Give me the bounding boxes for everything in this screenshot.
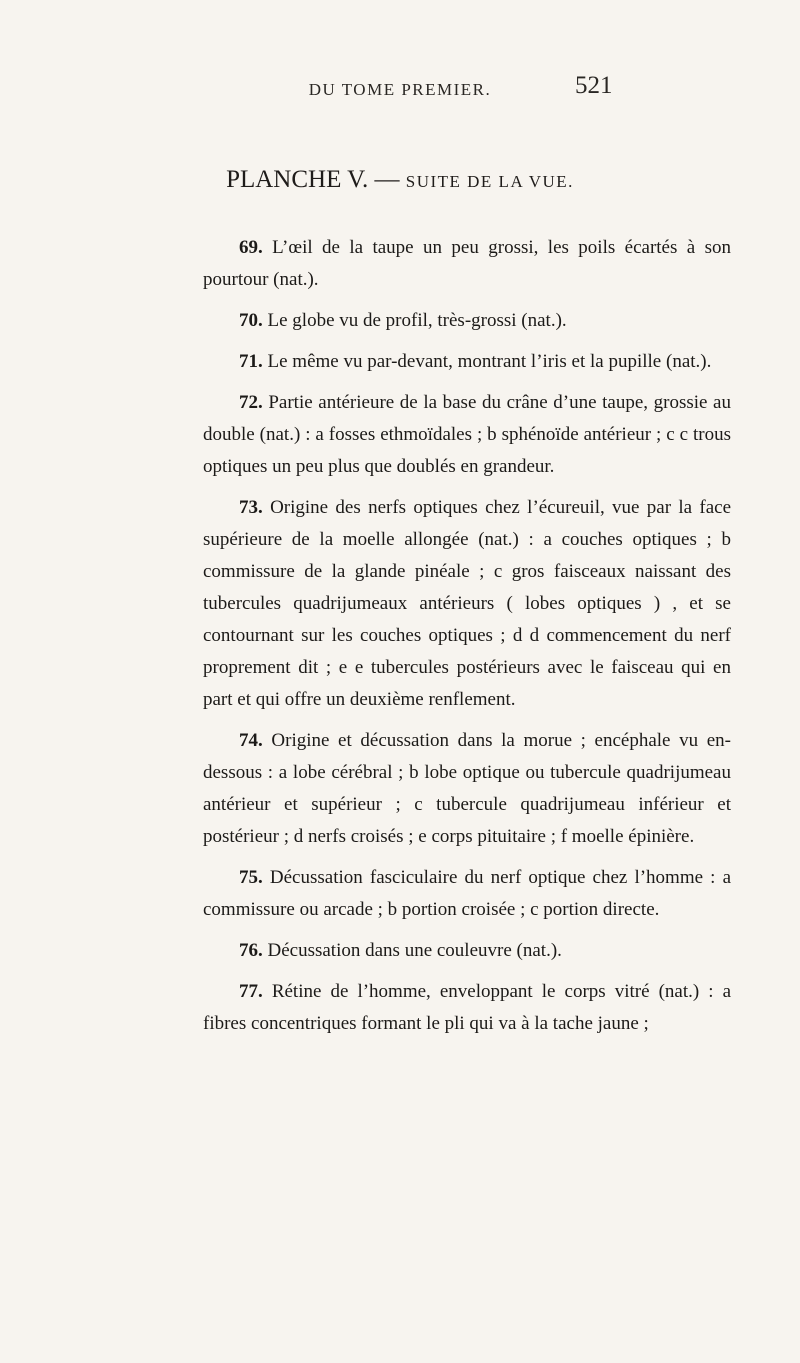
plate-subtitle: SUITE DE LA VUE. xyxy=(405,172,574,191)
entry-number: 69. xyxy=(239,237,263,258)
figure-entry xyxy=(203,492,731,716)
figure-entry xyxy=(203,725,731,853)
plate-title xyxy=(0,166,800,194)
figure-entry xyxy=(203,862,731,926)
entry-number: 73. xyxy=(239,497,263,518)
entry-number: 76. xyxy=(239,940,263,961)
entry-number: 71. xyxy=(239,351,263,372)
plate-title-main: PLANCHE V. xyxy=(226,166,369,193)
entry-number: 70. xyxy=(239,310,263,331)
entry-text: Rétine de l’homme, enveloppant le corps vitré (nat.) : a fibres concentriques formant le pli qui va à la tache jaune ; xyxy=(203,981,732,1034)
entry-number: 75. xyxy=(239,867,263,888)
entry-number: 77. xyxy=(239,981,263,1002)
entry-text: Le même vu par-devant, montrant l’iris et la pupille (nat.). xyxy=(267,351,712,372)
figure-entry xyxy=(203,935,731,967)
entry-text: Partie antérieure de la base du crâne d’une taupe, grossie au double (nat.) : a fosses ethmoïdales ; b sphénoïde antérieur ; c c trous optiques un peu plus que doublés en grandeur. xyxy=(203,392,731,477)
entry-text: Le globe vu de profil, très-grossi (nat.). xyxy=(267,310,567,331)
figure-entry xyxy=(203,976,731,1040)
figure-entries xyxy=(203,232,731,1049)
entry-text: Origine des nerfs optiques chez l’écureuil, vue par la face supérieure de la moelle allongée (nat.) : a couches optiques ; b commissure de la glande pinéale ; c gros faisceaux naissant des tubercules quadrijumeaux antérieurs ( lobes optiques ) , et se contournant sur les couches optiques ; d d commencement du nerf proprement dit ; e e tubercules postérieurs avec le faisceau qui en part et qui offre un deuxième renflement. xyxy=(203,497,732,710)
entry-text: Origine et décussation dans la morue ; encéphale vu en-dessous : a lobe cérébral ; b lobe optique ou tubercule quadrijumeau antérieur et supérieur ; c tubercule quadrijumeau inférieur et postérieur ; d nerfs croisés ; e corps pituitaire ; f moelle épinière. xyxy=(203,730,732,847)
figure-entry xyxy=(203,346,731,378)
figure-entry xyxy=(203,232,731,296)
entry-number: 74. xyxy=(239,730,263,751)
entry-text: L’œil de la taupe un peu grossi, les poils écartés à son pourtour (nat.). xyxy=(203,237,732,290)
running-head: DU TOME PREMIER. xyxy=(308,80,492,99)
plate-title-dash: — xyxy=(374,166,400,193)
figure-entry xyxy=(203,305,731,337)
page-number: 521 xyxy=(575,72,613,99)
entry-number: 72. xyxy=(239,392,263,413)
figure-entry xyxy=(203,387,731,483)
entry-text: Décussation dans une couleuvre (nat.). xyxy=(267,940,562,961)
entry-text: Décussation fasciculaire du nerf optique chez l’homme : a commissure ou arcade ; b portion croisée ; c portion directe. xyxy=(203,867,732,920)
